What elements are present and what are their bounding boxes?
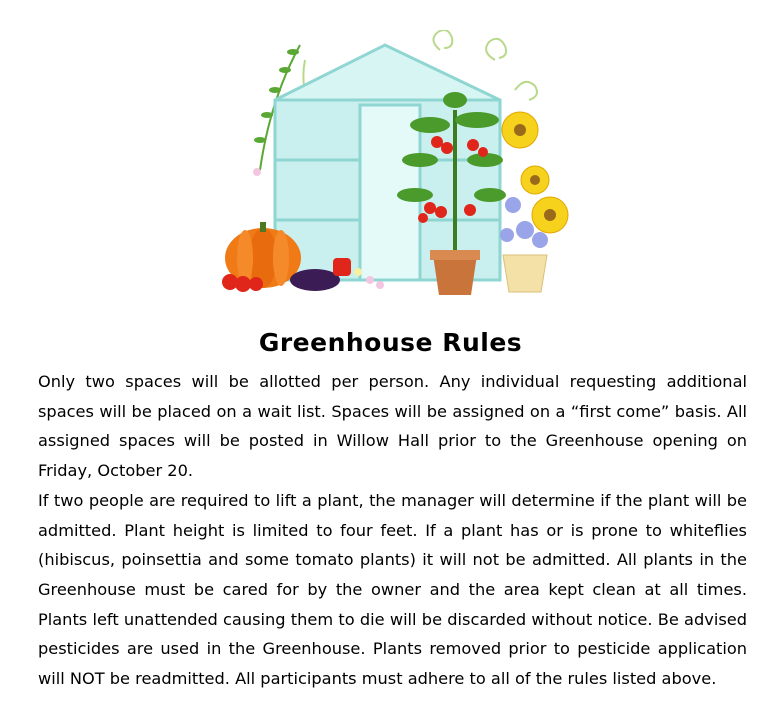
page-title: Greenhouse Rules — [258, 328, 523, 357]
rules-paragraph-2: If two people are required to lift a plant, the manager will determine if the plant will be admitted. Plant height is limited to four feet. If a plant has or is prone to whiteflies (hibiscus, poinsettia and some tomato plants) it will not be admitted. All plants in the Greenhouse must be cared for by the owner and the area kept clean at all times. Plants left unattended causing them to die will be discarded without notice. Be advised pesticides are used in the Greenhouse. Plants removed prior to pesticide application will NOT be readmitted. All participants must adhere to all of the rules listed above. — [38, 490, 747, 689]
rules-text — [38, 367, 747, 694]
rules-paragraph-1: Only two spaces will be allotted per person. Any individual requesting additional spaces will be placed on a wait list. Spaces will be assigned on a “first come” basis. All assigned spaces will be posted in Willow Hall prior to the Greenhouse opening on Friday, October 20. — [38, 372, 747, 481]
greenhouse-illustration — [215, 30, 575, 305]
greenhouse-garden-icon — [215, 30, 575, 305]
